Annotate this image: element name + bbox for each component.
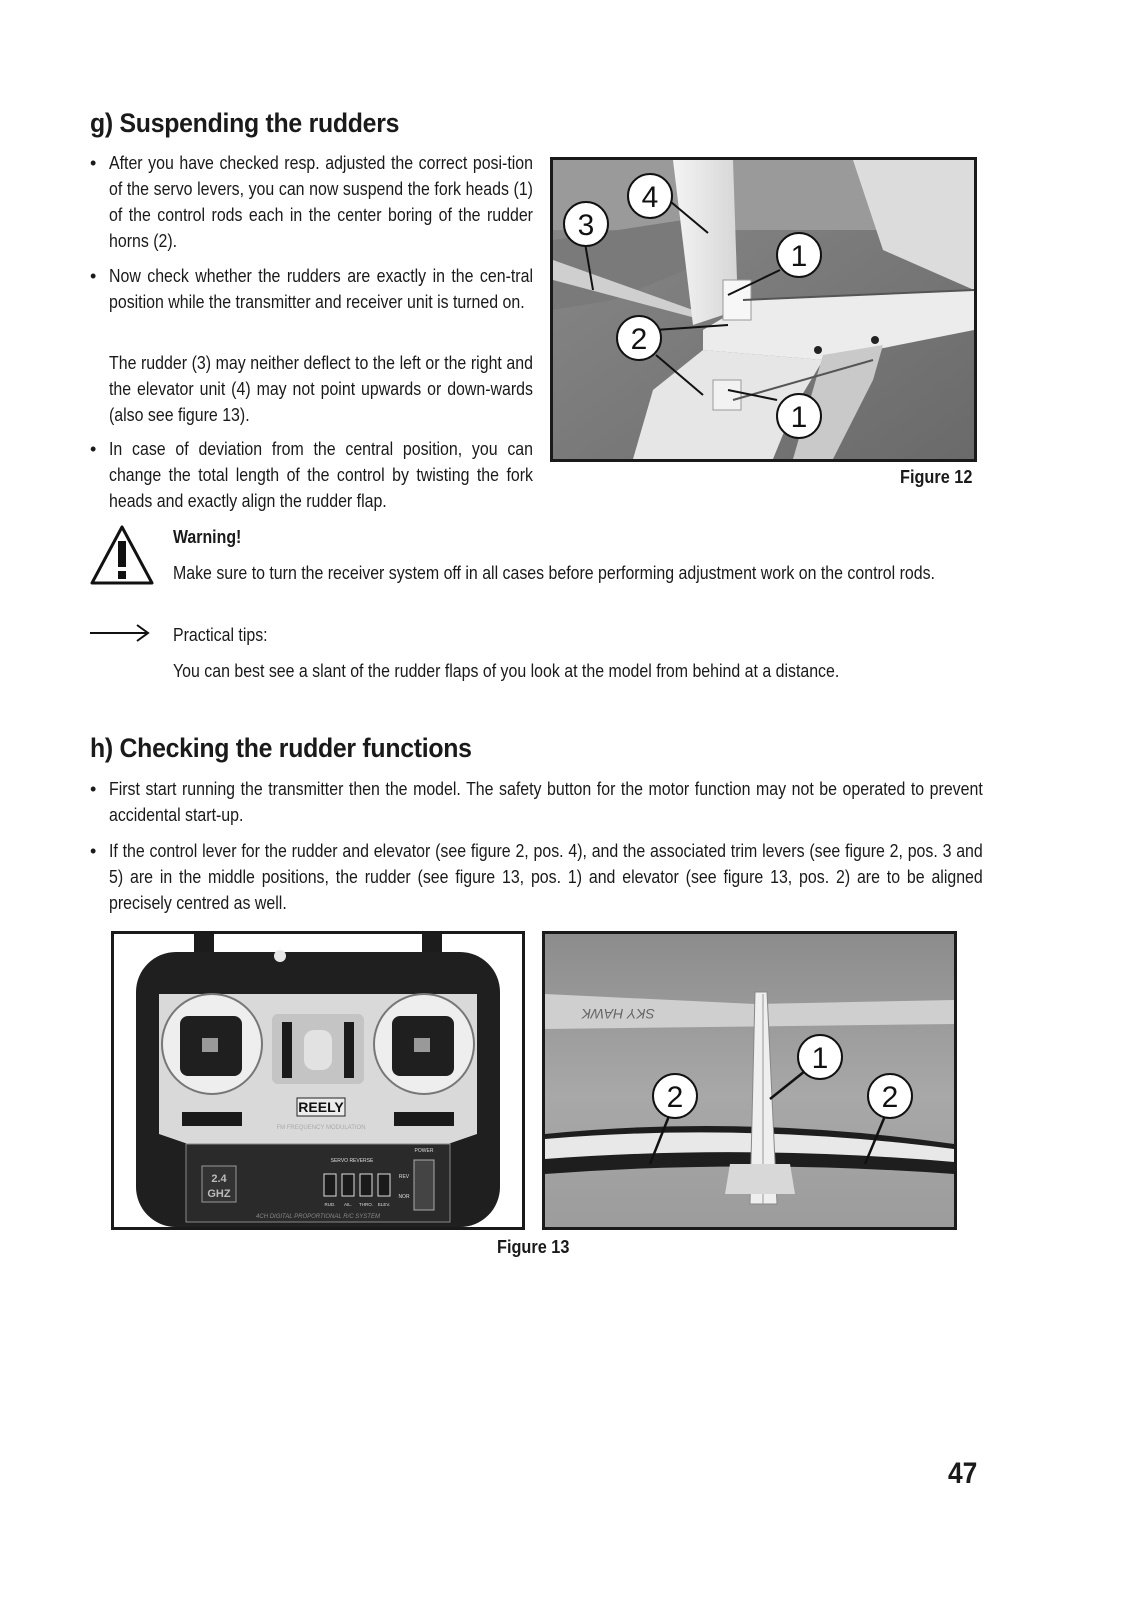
bullet-text: If the control lever for the rudder and elevator (see figure 2, pos. 4), and the associated trim levers (see figure 2, pos. 3 and 5) are in the middle positions, the rudder (see figure 13, pos. 1) and elevator (see figure 13, pos. 2) are to be aligned precisely centred as well. <box>109 840 983 913</box>
tips-text: You can best see a slant of the rudder flaps of you look at the model from behind at a distance. <box>173 660 840 681</box>
transmitter-system: 4CH DIGITAL PROPORTIONAL R/C SYSTEM <box>256 1214 380 1220</box>
channel-label: RUD. <box>324 1202 336 1207</box>
transmitter-servo-reverse: SERVO REVERSE <box>330 1158 374 1164</box>
bullet-text: After you have checked resp. adjusted the correct posi-tion of the servo levers, you can now suspend the fork heads (1) of the control rods each in the center boring of the rudder horns (2). <box>109 152 533 251</box>
tips-title: Practical tips: <box>173 624 268 645</box>
warning-icon <box>89 524 155 591</box>
section-g-heading: g) Suspending the rudders <box>90 108 400 138</box>
transmitter-band-top: 2.4 <box>211 1173 227 1185</box>
figure-12-caption: Figure 12 <box>900 466 973 487</box>
figure-13-caption: Figure 13 <box>497 1236 570 1257</box>
page-number: 47 <box>948 1457 978 1490</box>
bullet-dot: • <box>90 841 97 861</box>
transmitter-power: POWER <box>414 1148 434 1154</box>
callout-label: 3 <box>577 209 595 242</box>
callout-label: 1 <box>790 401 808 434</box>
figure-13-transmitter-photo <box>111 931 525 1230</box>
callout-label: 2 <box>630 323 648 356</box>
transmitter-band-bottom: GHZ <box>207 1188 231 1200</box>
bullet-text: Now check whether the rudders are exactly in the cen-tral position while the transmitter and receiver unit is turned on. <box>109 265 533 312</box>
transmitter-brand: REELY <box>298 1099 344 1115</box>
channel-label: THRO. <box>359 1202 373 1207</box>
warning-text: Make sure to turn the receiver system off in all cases before performing adjustment work on the control rods. <box>173 562 935 583</box>
wing-label: SKY HAWK <box>581 1006 655 1022</box>
channel-label: AIL. <box>343 1202 353 1207</box>
transmitter-nor: NOR <box>398 1194 410 1200</box>
transmitter-rev: REV <box>398 1174 410 1180</box>
bullet-dot: • <box>90 153 97 173</box>
callout-label: 1 <box>811 1042 829 1075</box>
warning-title: Warning! <box>173 526 242 547</box>
bullet-dot: • <box>90 779 97 799</box>
figure-12-photo <box>550 157 977 462</box>
callout-label: 4 <box>641 181 659 214</box>
figure-13-airplane-photo <box>542 931 957 1230</box>
section-h-heading: h) Checking the rudder functions <box>90 733 472 763</box>
bullet-dot: • <box>90 439 97 459</box>
bullet-text: First start running the transmitter then the model. The safety button for the motor function may not be operated to prevent accidental start-up. <box>109 778 983 825</box>
bullet-dot: • <box>90 266 97 286</box>
arrow-right-icon <box>89 623 151 648</box>
rudder-note-paragraph: The rudder (3) may neither deflect to the left or the right and the elevator unit (4) may not point upwards or down-wards (also see figure 13). <box>109 352 533 425</box>
callout-label: 2 <box>666 1081 684 1114</box>
channel-label: ELEV. <box>377 1202 391 1207</box>
bullet-text: In case of deviation from the central position, you can change the total length of the control by twisting the fork heads and exactly align the rudder flap. <box>109 438 533 511</box>
callout-label: 2 <box>881 1081 899 1114</box>
transmitter-modulation: FM FREQUENCY MODULATION <box>276 1125 366 1131</box>
callout-label: 1 <box>790 240 808 273</box>
